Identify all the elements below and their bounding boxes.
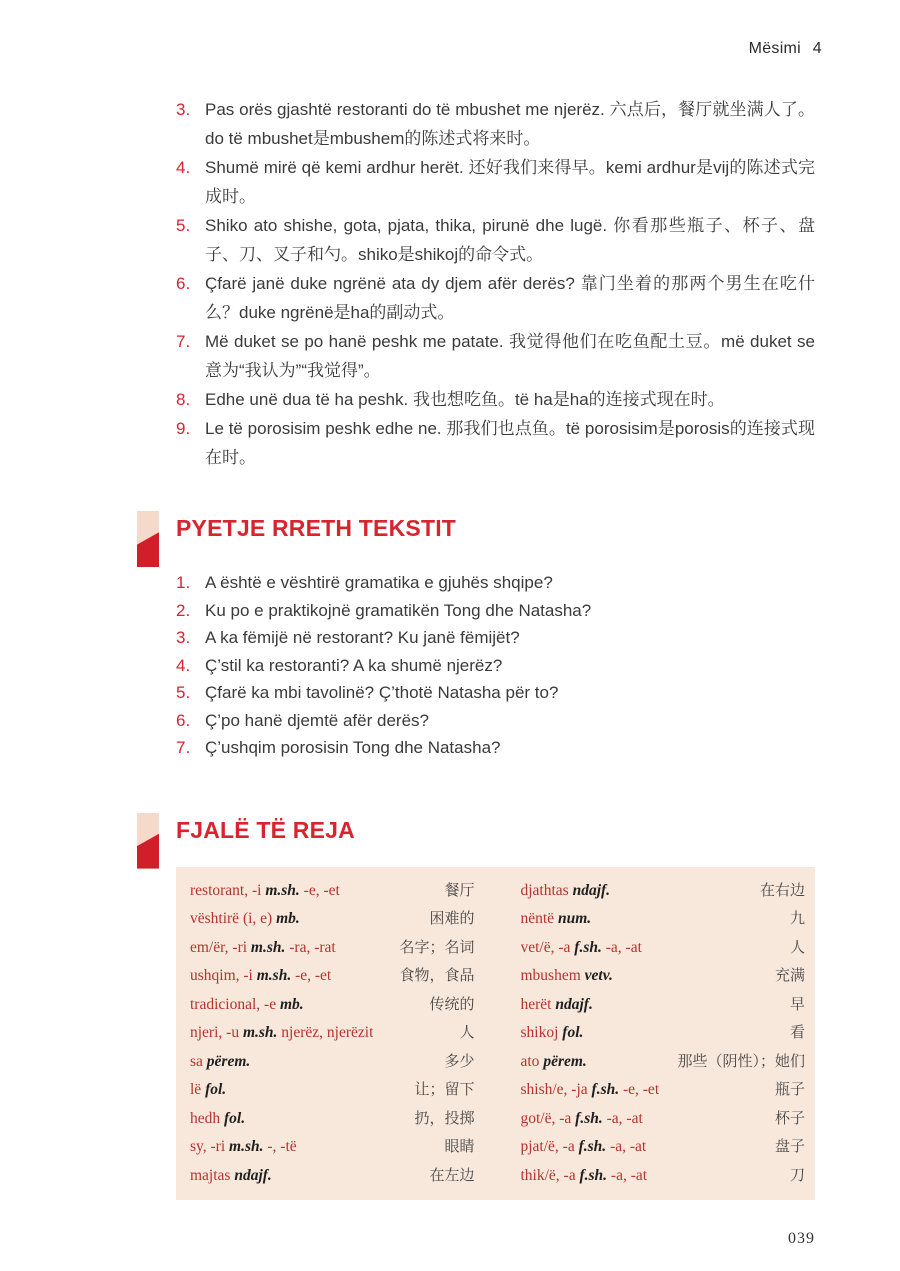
vocab-word: djathtas [520,881,569,899]
vocab-word: shish/e, -ja [520,1081,588,1098]
vocab-chinese-gloss: 困难的 [429,911,475,927]
vocab-grammar-label: f.sh. [571,1109,603,1127]
vocab-row [190,934,475,963]
vocab-row [190,1133,475,1162]
vocab-grammar-label: mb. [276,995,304,1013]
vocab-entry [190,1019,373,1047]
vocab-grammar-label: ndajf. [568,881,611,899]
question-number: 1. [176,573,191,592]
vocab-row [190,1048,475,1077]
vocabulary-table [176,867,815,1201]
vocab-chinese-gloss: 盘子 [774,1139,805,1155]
vocab-word: got/ë, -a [520,1109,572,1127]
vocab-plural-forms: -a, -at [602,1109,643,1127]
lesson-header: Mësimi 4 [748,40,822,57]
grammar-note-item [176,385,815,414]
vocab-entry [521,905,592,933]
vocabulary-column-right [521,877,806,1191]
vocab-word: majtas [190,1166,231,1184]
vocab-entry [190,1076,226,1104]
vocab-grammar-label: mb. [272,910,300,927]
vocab-row [190,1019,475,1048]
vocab-entry [521,1076,660,1104]
vocab-grammar-label: f.sh. [570,938,602,956]
vocab-grammar-label: vetv. [580,967,613,984]
vocab-row [190,962,475,991]
vocab-grammar-label: ndajf. [551,995,593,1013]
vocab-entry [521,1133,647,1161]
vocab-row [521,991,806,1020]
vocab-entry [190,877,340,905]
vocab-plural-forms: -e, -et [299,881,340,899]
vocab-chinese-gloss: 扔，投掷 [414,1110,475,1127]
question-item [176,624,815,652]
vocab-row [190,877,475,906]
vocab-chinese-gloss: 餐厅 [444,882,475,899]
vocab-chinese-gloss: 多少 [444,1053,475,1070]
vocab-plural-forms: -, -të [263,1138,297,1155]
vocab-row [521,905,806,934]
grammar-note-item [176,269,815,327]
question-item [176,569,815,597]
grammar-note-text: Shiko ato shishe, gota, pjata, thika, pirunë dhe lugë. 你看那些瓶子、杯子、盘子、刀、叉子和勺。shiko是shikoj的命令式。 [205,216,815,264]
vocab-chinese-gloss: 杯子 [774,1110,805,1127]
vocab-chinese-gloss: 传统的 [429,996,475,1013]
vocab-grammar-label: m.sh. [261,881,300,899]
grammar-note-number: 3. [176,100,191,119]
vocab-word: nëntë [520,910,555,927]
question-item [176,734,815,762]
vocab-plural-forms: -a, -at [601,938,642,956]
vocab-grammar-label: fol. [558,1024,584,1041]
vocab-grammar-label: num. [554,910,592,927]
vocab-chinese-gloss: 瓶子 [774,1082,805,1098]
vocab-entry [190,1105,245,1133]
vocab-word: em/ër, -ri [190,938,248,956]
vocab-grammar-label: përem. [539,1052,587,1070]
vocab-entry [521,1048,587,1076]
vocab-word: herët [520,995,552,1013]
question-text: Ç’po hanë djemtë afër derës? [205,710,429,730]
question-text: Çfarë ka mbi tavolinë? Ç’thotë Natasha për to? [205,683,559,702]
section-marker-icon [137,511,159,567]
question-item [176,707,815,735]
vocab-entry [521,1019,584,1047]
question-item [176,652,815,680]
vocab-plural-forms: njerëz, njerëzit [277,1024,374,1041]
vocab-word: tradicional, -e [190,995,277,1013]
vocab-chinese-gloss: 充满 [774,968,805,984]
grammar-note-text: Le të porosisim peshk edhe ne. 那我们也点鱼。të porosisim是porosis的连接式现在时。 [205,419,815,467]
questions-list [176,569,815,762]
question-text: A ka fëmijë në restorant? Ku janë fëmijët? [205,628,520,647]
vocab-chinese-gloss: 在右边 [759,882,805,899]
section-marker-icon [137,813,159,869]
grammar-note-number: 8. [176,390,191,409]
vocab-entry [190,962,331,990]
vocab-chinese-gloss: 在左边 [429,1167,475,1184]
vocab-word: pjat/ë, -a [520,1138,575,1155]
vocab-chinese-gloss: 那些（阴性）；她们 [677,1053,805,1070]
vocab-row [521,1133,806,1162]
vocab-row [190,1162,475,1191]
vocab-entry [521,1105,643,1133]
vocab-entry [521,877,611,905]
grammar-note-number: 4. [176,158,191,177]
grammar-notes-list [176,95,815,472]
questions-section [176,510,815,762]
vocab-chinese-gloss: 早 [789,996,805,1013]
vocab-grammar-label: fol. [220,1109,246,1127]
grammar-note-text: Më duket se po hanë peshk me patate. 我觉得他们在吃鱼配土豆。më duket se意为“我认为”“我觉得”。 [205,332,815,380]
vocab-row [521,962,806,991]
vocab-row [521,1019,806,1048]
vocab-row [190,905,475,934]
vocab-word: njeri, -u [190,1024,240,1041]
vocab-chinese-gloss: 食物，食品 [399,968,475,984]
vocab-entry [190,905,300,933]
vocab-chinese-gloss: 名字；名词 [399,939,475,956]
vocab-word: thik/ë, -a [520,1166,576,1184]
vocab-chinese-gloss: 人 [459,1025,475,1041]
grammar-note-text: Pas orës gjashtë restoranti do të mbushet me njerëz. 六点后，餐厅就坐满人了。do të mbushet是mbushem的陈述式将来时。 [205,100,815,148]
vocab-plural-forms: -e, -et [291,967,332,984]
vocab-chinese-gloss: 九 [789,911,805,927]
vocab-grammar-label: m.sh. [247,938,286,956]
vocabulary-section [176,812,815,1201]
vocab-plural-forms: -a, -at [606,1138,647,1155]
vocab-grammar-label: m.sh. [239,1024,278,1041]
grammar-note-item [176,153,815,211]
vocab-plural-forms: -a, -at [607,1166,648,1184]
vocab-row [521,1105,806,1134]
grammar-note-number: 7. [176,332,191,351]
question-item [176,597,815,625]
question-number: 5. [176,683,191,702]
vocab-word: ato [520,1052,540,1070]
vocabulary-section-title: FJALË TË REJA [176,816,355,843]
vocab-entry [521,962,613,990]
vocab-word: sy, -ri [190,1138,226,1155]
vocab-word: vet/ë, -a [520,938,571,956]
vocab-grammar-label: përem. [202,1052,251,1070]
vocab-chinese-gloss: 看 [789,1025,805,1041]
question-text: Ç’stil ka restoranti? A ka shumë njerëz? [205,655,503,675]
vocab-row [521,1076,806,1105]
vocab-plural-forms: -ra, -rat [285,938,336,956]
vocab-word: sa [190,1052,203,1070]
question-text: Ç’ushqim porosisin Tong dhe Natasha? [205,738,501,757]
vocabulary-column-left [190,877,475,1191]
grammar-note-item [176,414,815,472]
vocab-entry [190,1133,297,1161]
vocab-entry [190,1162,272,1190]
vocab-entry [521,1162,648,1190]
vocab-plural-forms: -e, -et [619,1081,660,1098]
question-number: 3. [176,628,191,647]
vocab-entry [190,1048,250,1076]
vocab-row [190,991,475,1020]
grammar-note-number: 9. [176,419,191,438]
question-number: 2. [176,600,191,620]
vocab-grammar-label: f.sh. [587,1081,620,1098]
vocab-row [190,1105,475,1134]
vocab-chinese-gloss: 让；留下 [414,1082,475,1098]
vocab-row [521,934,806,963]
vocab-row [521,1048,806,1077]
vocab-word: lë [190,1081,202,1098]
vocab-word: vështirë (i, e) [190,910,273,927]
question-text: A është e vështirë gramatika e gjuhës shqipe? [205,573,553,592]
vocab-row [521,1162,806,1191]
vocab-chinese-gloss: 人 [789,939,805,956]
question-number: 6. [176,710,191,730]
grammar-note-item [176,327,815,385]
grammar-note-item [176,211,815,269]
vocab-grammar-label: m.sh. [225,1138,264,1155]
vocab-row [190,1076,475,1105]
grammar-note-number: 5. [176,216,191,235]
vocab-entry [190,934,336,962]
grammar-note-text: Shumë mirë që kemi ardhur herët. 还好我们来得早。kemi ardhur是vij的陈述式完成时。 [205,158,815,206]
vocab-grammar-label: m.sh. [252,967,292,984]
vocab-grammar-label: ndajf. [230,1166,272,1184]
grammar-note-number: 6. [176,274,191,293]
question-number: 4. [176,655,191,675]
vocab-grammar-label: f.sh. [574,1138,607,1155]
questions-section-title: PYETJE RRETH TEKSTIT [176,515,457,541]
vocab-grammar-label: f.sh. [575,1166,608,1184]
vocab-entry [190,991,304,1019]
vocab-row [521,877,806,906]
vocab-word: ushqim, -i [190,967,253,984]
vocab-chinese-gloss: 眼睛 [444,1139,475,1155]
grammar-note-item [176,95,815,153]
vocab-entry [521,934,642,962]
question-text: Ku po e praktikojnë gramatikën Tong dhe Natasha? [205,600,592,620]
vocab-entry [521,991,593,1019]
grammar-note-text: Çfarë janë duke ngrënë ata dy djem afër derës? 靠门坐着的那两个男生在吃什么？duke ngrënë是ha的副动式。 [205,274,815,322]
vocab-word: shikoj [520,1024,559,1041]
vocab-word: mbushem [520,967,581,984]
vocab-grammar-label: fol. [201,1081,227,1098]
question-number: 7. [176,738,191,757]
vocab-chinese-gloss: 刀 [789,1167,805,1184]
vocab-word: hedh [190,1109,221,1127]
question-item [176,679,815,707]
vocab-word: restorant, -i [190,881,262,899]
page-number: 039 [788,1230,815,1247]
page-content [176,0,815,1248]
grammar-note-text: Edhe unë dua të ha peshk. 我也想吃鱼。të ha是ha的连接式现在时。 [205,390,725,409]
